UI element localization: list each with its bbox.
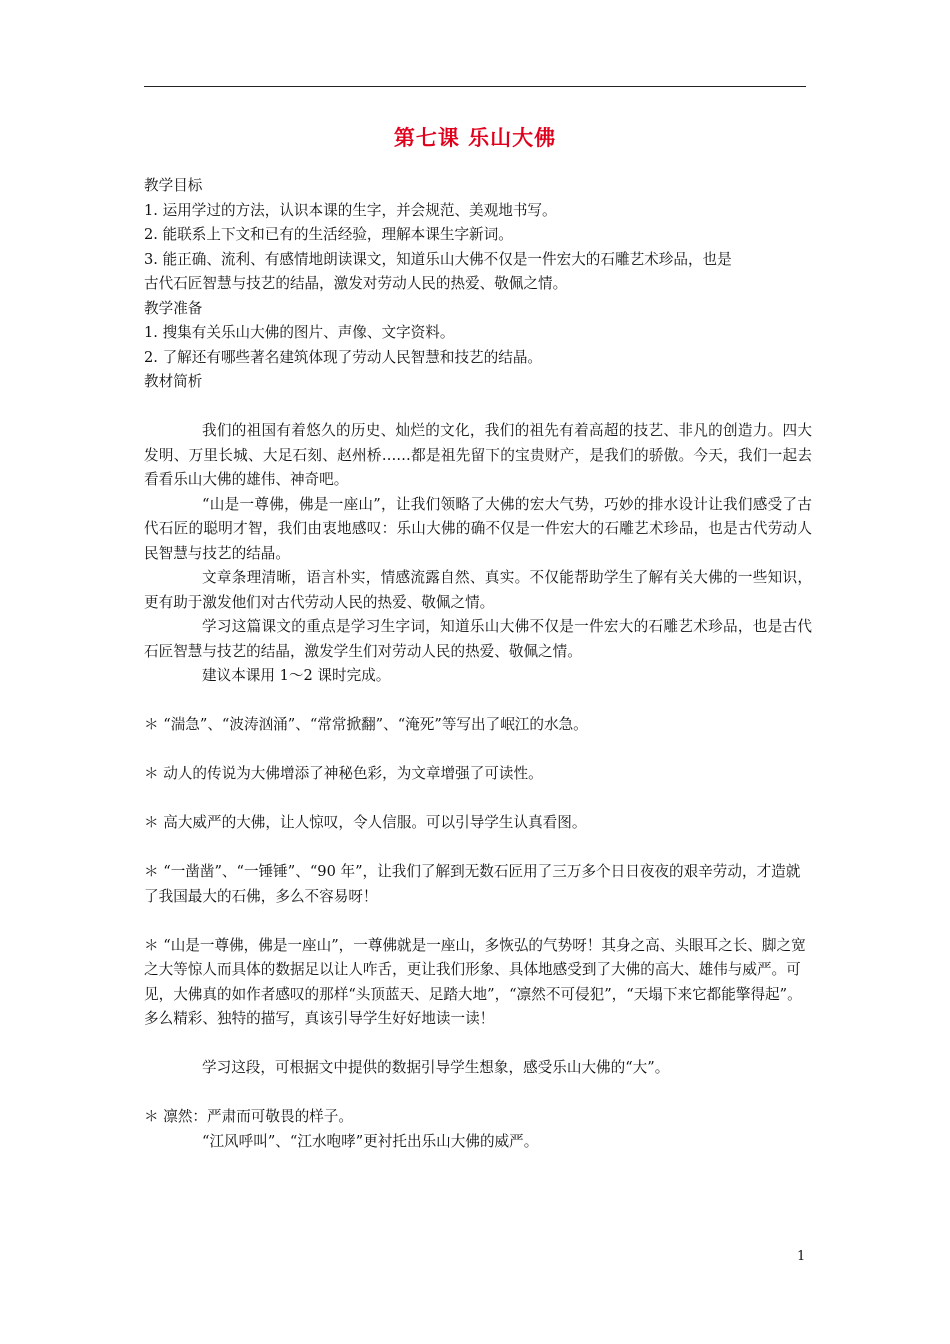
note-item: ＊ “湍急”、“波涛汹涌”、“常常掀翻”、“淹死”等写出了岷江的水急。 <box>144 716 588 733</box>
section-heading-preparation: 教学准备 <box>144 299 203 317</box>
analysis-paragraph: 文章条理清晰，语言朴实，情感流露自然、真实。不仅能帮助学生了解有关大佛的一些知识，更有助于激发他们对古代劳动人民的热爱、敬佩之情。 <box>144 569 812 611</box>
page-number: 1 <box>797 1249 806 1264</box>
header-rule <box>144 86 806 87</box>
section-heading-analysis: 教材简析 <box>144 373 203 390</box>
study-note: 学习这段，可根据文中提供的数据引导学生想象，感受乐山大佛的“大”。 <box>202 1059 670 1076</box>
analysis-paragraph: 我们的祖国有着悠久的历史、灿烂的文化，我们的祖先有着高超的技艺、非凡的创造力。四大发明、万里长城、大足石刻、赵州桥……都是祖先留下的宝贵财产，是我们的骄傲。今天，我们一起去看看乐山大佛的雄伟、神奇吧。 <box>144 422 812 488</box>
goal-item: 1. 运用学过的方法，认识本课的生字，并会规范、美观地书写。 <box>144 201 557 219</box>
analysis-paragraph: 建议本课用 1～2 课时完成。 <box>202 667 391 684</box>
prep-item: 1. 搜集有关乐山大佛的图片、声像、文字资料。 <box>144 324 455 341</box>
note-item: ＊ “山是一尊佛，佛是一座山”，一尊佛就是一座山，多恢弘的气势呀！其身之高、头眼耳之长、脚之宽之大等惊人而具体的数据足以让人咋舌，更让我们形象、具体地感受到了大佛的高大、雄伟与威严。可见，大佛真的如作者感叹的那样“头顶蓝天、足踏大地”，“凛然不可侵犯”，“天塌下来它都能擎得起”。多么精彩、独特的描写，真该引导学生好好地读一读！ <box>144 936 806 1027</box>
section-heading-goals: 教学目标 <box>144 177 203 194</box>
goal-item: 3. 能正确、流利、有感情地朗读课文，知道乐山大佛不仅是一件宏大的石雕艺术珍品，也是 <box>144 250 732 268</box>
note-item: ＊ “一凿凿”、“一锤锤”、“90 年”，让我们了解到无数石匠用了三万多个日日夜夜的艰辛劳动，才造就了我国最大的石佛，多么不容易呀！ <box>144 863 801 905</box>
analysis-paragraph: 学习这篇课文的重点是学习生字词，知道乐山大佛不仅是一件宏大的石雕艺术珍品，也是古代石匠智慧与技艺的结晶，激发学生们对劳动人民的热爱、敬佩之情。 <box>144 618 812 660</box>
analysis-paragraph: “山是一尊佛，佛是一座山”，让我们领略了大佛的宏大气势，巧妙的排水设计让我们感受了古代石匠的聪明才智，我们由衷地感叹：乐山大佛的确不仅是一件宏大的石雕艺术珍品，也是古代劳动人民智慧与技艺的结晶。 <box>144 495 812 562</box>
goal-item: 古代石匠智慧与技艺的结晶，激发对劳动人民的热爱、敬佩之情。 <box>144 275 568 292</box>
prep-item: 2. 了解还有哪些著名建筑体现了劳动人民智慧和技艺的结晶。 <box>144 348 543 366</box>
note-item: ＊ 高大威严的大佛，让人惊叹，令人信服。可以引导学生认真看图。 <box>144 814 587 831</box>
document-body <box>144 174 812 1154</box>
note-item: ＊ 凛然：严肃而可敬畏的样子。 <box>144 1108 353 1125</box>
page-title: 第七课 乐山大佛 <box>393 126 557 150</box>
note-item: ＊ 动人的传说为大佛增添了神秘色彩，为文章增强了可读性。 <box>144 765 543 782</box>
goal-item: 2. 能联系上下文和已有的生活经验，理解本课生字新词。 <box>144 226 513 243</box>
note-continuation: “江风呼叫”、“江水咆哮”更衬托出乐山大佛的威严。 <box>202 1132 539 1150</box>
